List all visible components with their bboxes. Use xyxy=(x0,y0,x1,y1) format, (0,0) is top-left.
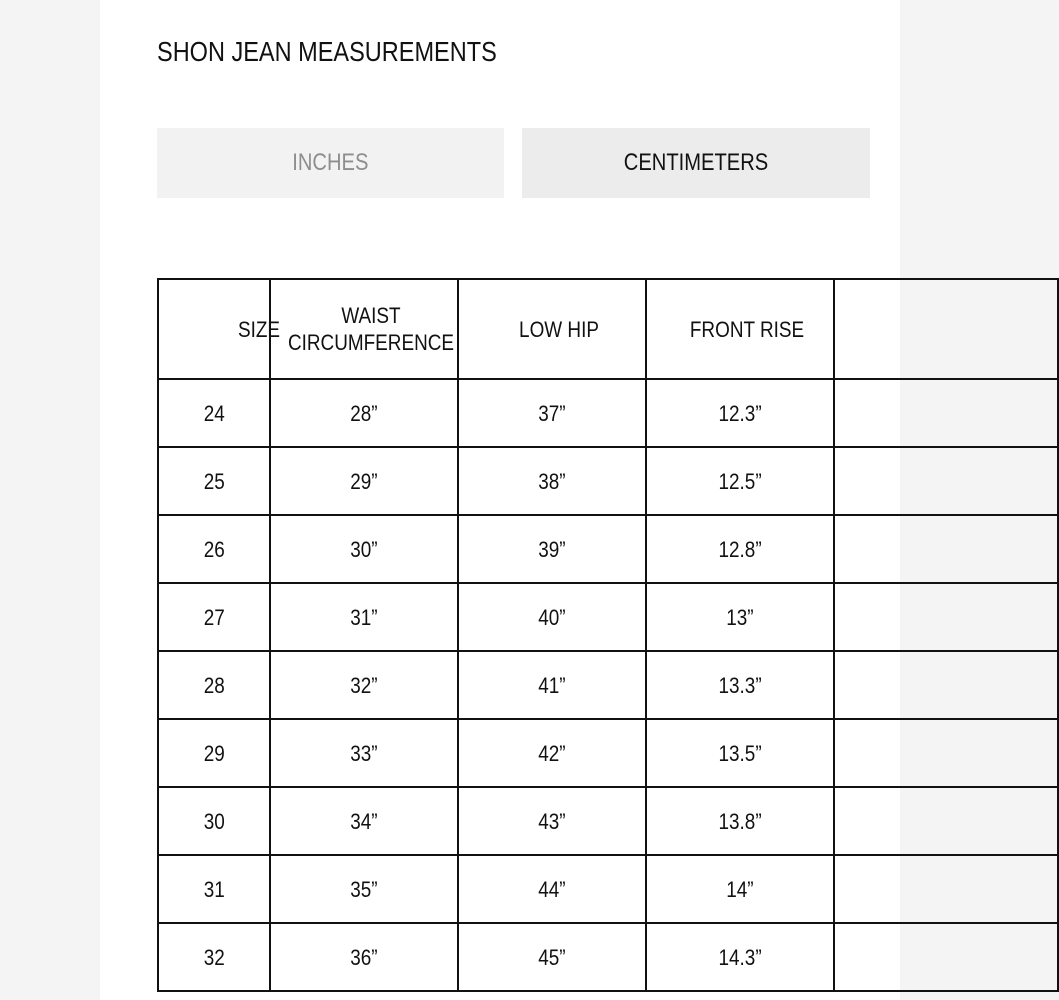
cell-low-hip: 42” xyxy=(458,719,646,787)
cell-waist: 35” xyxy=(270,855,458,923)
cell-cut-off xyxy=(834,515,1058,583)
cell-size: 24 xyxy=(158,379,270,447)
table-row xyxy=(158,379,1058,447)
cell-waist: 30” xyxy=(270,515,458,583)
cell-front-rise: 14.3” xyxy=(646,923,834,991)
inches-tab-label: INCHES xyxy=(292,149,369,176)
cell-front-rise: 13.5” xyxy=(646,719,834,787)
cell-size: 27 xyxy=(158,583,270,651)
header-low-hip: LOW HIP xyxy=(458,279,646,379)
table-row xyxy=(158,719,1058,787)
table-row xyxy=(158,855,1058,923)
cell-cut-off xyxy=(834,787,1058,855)
unit-toggle xyxy=(157,128,900,198)
cell-low-hip: 44” xyxy=(458,855,646,923)
cell-waist: 32” xyxy=(270,651,458,719)
cell-waist: 29” xyxy=(270,447,458,515)
cell-size: 28 xyxy=(158,651,270,719)
cell-front-rise: 13.8” xyxy=(646,787,834,855)
size-chart-page xyxy=(100,0,900,1000)
centimeters-tab-label: CENTIMETERS xyxy=(623,149,769,176)
cell-front-rise: 12.8” xyxy=(646,515,834,583)
page-title: SHON JEAN MEASUREMENTS xyxy=(157,36,497,67)
table-row xyxy=(158,515,1058,583)
cell-low-hip: 37” xyxy=(458,379,646,447)
cell-size: 25 xyxy=(158,447,270,515)
cell-size: 29 xyxy=(158,719,270,787)
cell-cut-off xyxy=(834,923,1058,991)
table-row xyxy=(158,583,1058,651)
cell-cut-off xyxy=(834,447,1058,515)
cell-cut-off xyxy=(834,855,1058,923)
cell-cut-off xyxy=(834,719,1058,787)
header-cut-off xyxy=(834,279,1058,379)
cell-front-rise: 12.3” xyxy=(646,379,834,447)
cell-waist: 33” xyxy=(270,719,458,787)
cell-cut-off xyxy=(834,379,1058,447)
cell-low-hip: 39” xyxy=(458,515,646,583)
table-row xyxy=(158,447,1058,515)
cell-cut-off xyxy=(834,583,1058,651)
cell-cut-off xyxy=(834,651,1058,719)
measurements-table xyxy=(157,278,1059,992)
cell-low-hip: 45” xyxy=(458,923,646,991)
cell-low-hip: 40” xyxy=(458,583,646,651)
cell-waist: 31” xyxy=(270,583,458,651)
cell-size: 32 xyxy=(158,923,270,991)
cell-low-hip: 38” xyxy=(458,447,646,515)
cell-front-rise: 12.5” xyxy=(646,447,834,515)
cell-front-rise: 13” xyxy=(646,583,834,651)
header-size: SIZE xyxy=(158,279,270,379)
inches-tab[interactable] xyxy=(157,128,504,198)
header-front-rise: FRONT RISE xyxy=(646,279,834,379)
table-row xyxy=(158,651,1058,719)
cell-waist: 34” xyxy=(270,787,458,855)
cell-size: 31 xyxy=(158,855,270,923)
header-waist-circumference: WAIST CIRCUMFERENCE xyxy=(270,279,458,379)
table-row xyxy=(158,787,1058,855)
measurements-table-container[interactable] xyxy=(157,278,900,1000)
cell-waist: 28” xyxy=(270,379,458,447)
centimeters-tab[interactable] xyxy=(522,128,870,198)
table-row xyxy=(158,923,1058,991)
cell-size: 26 xyxy=(158,515,270,583)
cell-front-rise: 13.3” xyxy=(646,651,834,719)
cell-waist: 36” xyxy=(270,923,458,991)
table-header-row xyxy=(158,279,1058,379)
cell-front-rise: 14” xyxy=(646,855,834,923)
cell-low-hip: 43” xyxy=(458,787,646,855)
cell-low-hip: 41” xyxy=(458,651,646,719)
cell-size: 30 xyxy=(158,787,270,855)
